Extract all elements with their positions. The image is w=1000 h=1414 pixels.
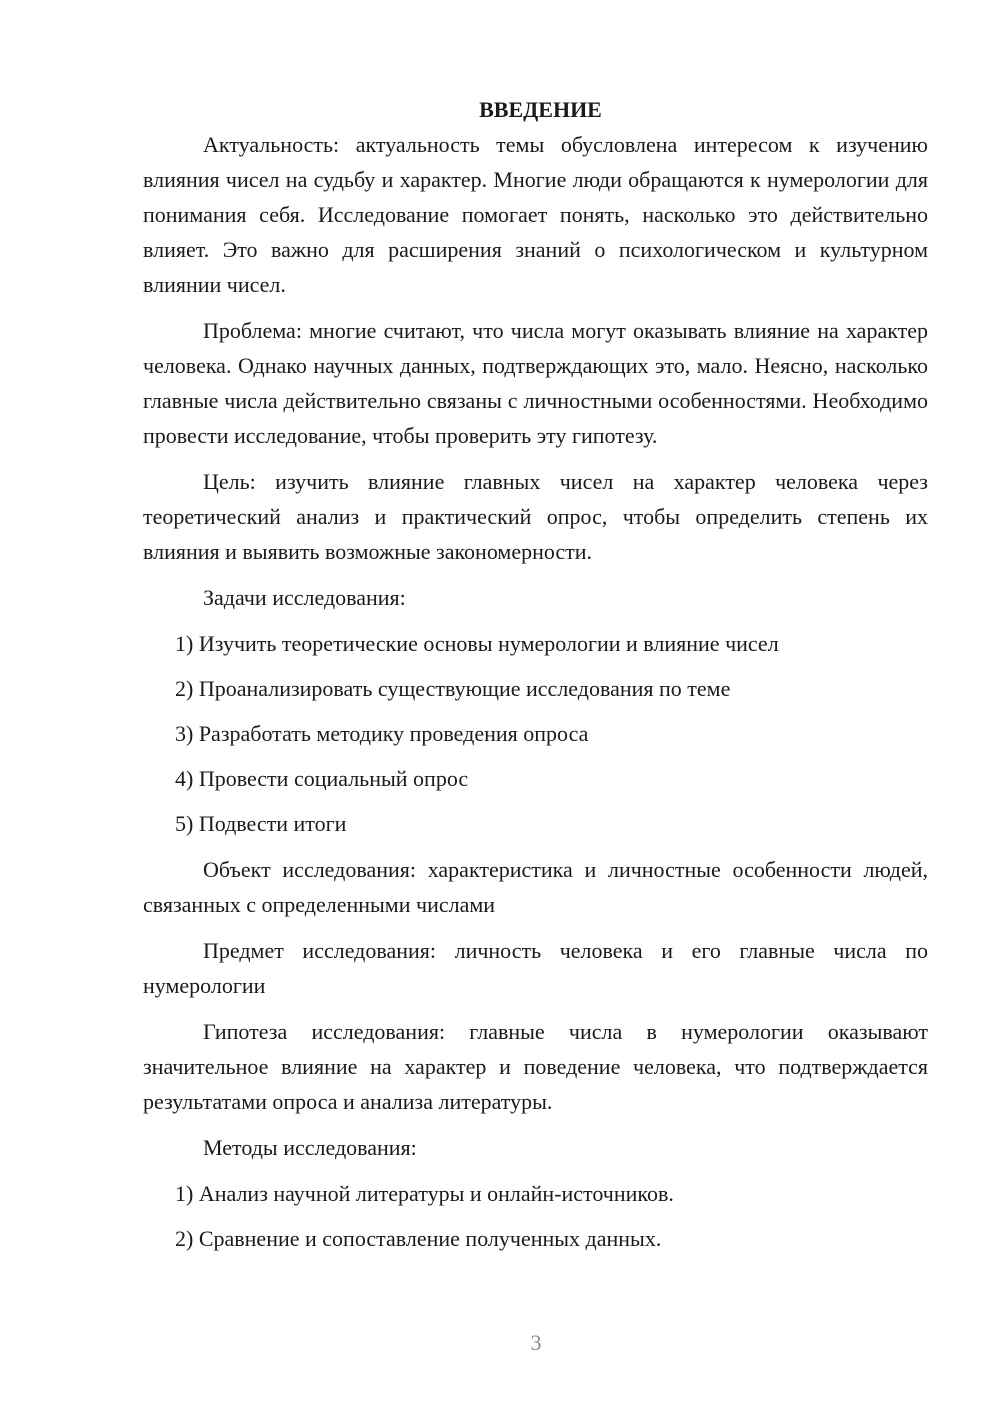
relevance-paragraph: Актуальность: актуальность темы обусловлена интересом к изучению влияния чисел на судьбу и характер. Многие люди обращаются к нумерологии для понимания себя. Исследование помогает понять, насколько это действительно влияет. Это важно для расширения знаний о психологическом и культурном влиянии чисел.	[143, 132, 928, 297]
methods-heading: Методы исследования:	[203, 1135, 417, 1160]
list-item: 2) Проанализировать существующие исследования по теме	[175, 676, 731, 701]
list-item: 1) Анализ научной литературы и онлайн-источников.	[175, 1181, 674, 1206]
document-page	[143, 92, 928, 1267]
problem-paragraph: Проблема: многие считают, что числа могут оказывать влияние на характер человека. Однако научных данных, подтверждающих это, мало. Неясно, насколько главные числа действительно связаны с личностными особенностями. Необходимо провести исследование, чтобы проверить эту гипотезу.	[143, 318, 928, 448]
subject-paragraph: Предмет исследования: личность человека и его главные числа по нумерологии	[143, 938, 928, 998]
tasks-heading: Задачи исследования:	[203, 585, 406, 610]
object-paragraph: Объект исследования: характеристика и личностные особенности людей, связанных с определенными числами	[143, 857, 928, 917]
list-item: 5) Подвести итоги	[175, 811, 347, 836]
methods-list	[143, 1176, 928, 1256]
list-item: 1) Изучить теоретические основы нумерологии и влияние чисел	[175, 631, 779, 656]
hypothesis-paragraph: Гипотеза исследования: главные числа в нумерологии оказывают значительное влияние на характер и поведение человека, что подтверждается результатами опроса и анализа литературы.	[143, 1019, 928, 1114]
page-title: ВВЕДЕНИЕ	[479, 97, 602, 122]
page-number: 3	[530, 1330, 542, 1355]
goal-paragraph: Цель: изучить влияние главных чисел на характер человека через теоретический анализ и практический опрос, чтобы определить степень их влияния и выявить возможные закономерности.	[143, 469, 928, 564]
list-item: 2) Сравнение и сопоставление полученных данных.	[175, 1226, 662, 1251]
list-item: 3) Разработать методику проведения опроса	[175, 721, 589, 746]
list-item: 4) Провести социальный опрос	[175, 766, 469, 791]
tasks-list	[143, 626, 928, 841]
